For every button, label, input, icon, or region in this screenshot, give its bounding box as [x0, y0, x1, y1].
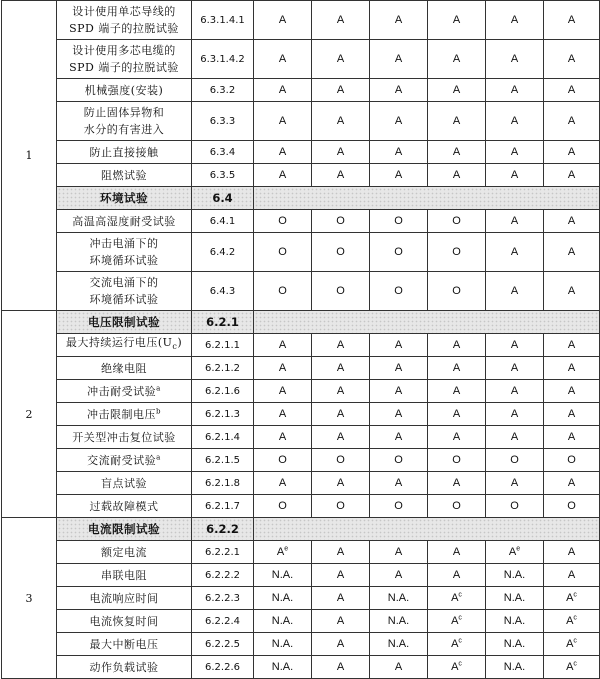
table-row — [2, 564, 600, 587]
footnote-mark: b — [156, 406, 161, 415]
test-name: 交流耐受试验$^a$ — [57, 449, 192, 472]
footnote-mark: c — [573, 590, 577, 598]
clause-number: 6.2.2.6 — [192, 656, 254, 679]
requirement-value: $A^e$ — [254, 541, 312, 564]
section-title: 电流限制试验 — [57, 518, 192, 541]
requirement-value: N.A. — [254, 610, 312, 633]
test-name: 最大中断电压 — [57, 633, 192, 656]
requirement-value: A — [312, 357, 370, 380]
requirement-value: $A^c$ — [544, 656, 600, 679]
requirement-value: O — [254, 449, 312, 472]
requirement-value: O — [428, 210, 486, 233]
requirement-value: O — [486, 449, 544, 472]
requirement-value: O — [312, 449, 370, 472]
requirement-value: A — [370, 102, 428, 141]
requirement-value: A — [312, 587, 370, 610]
requirement-value: A — [370, 1, 428, 40]
test-name: 电流恢复时间 — [57, 610, 192, 633]
requirement-value: N.A. — [254, 656, 312, 679]
requirement-value: A — [312, 403, 370, 426]
requirement-value: N.A. — [486, 633, 544, 656]
requirement-value: A — [428, 102, 486, 141]
footnote-mark: c — [458, 613, 462, 621]
test-name: 交流电涌下的 环境循环试验 — [57, 272, 192, 311]
requirement-value: A — [544, 334, 600, 357]
requirement-value: A — [312, 656, 370, 679]
requirement-value: N.A. — [254, 564, 312, 587]
clause-number: 6.3.2 — [192, 79, 254, 102]
requirement-value: A — [370, 334, 428, 357]
requirement-value: O — [370, 233, 428, 272]
test-name: 开关型冲击复位试验 — [57, 426, 192, 449]
requirement-value: A — [254, 40, 312, 79]
clause-number: 6.3.1.4.1 — [192, 1, 254, 40]
requirement-value: O — [254, 495, 312, 518]
requirement-value: $A^c$ — [428, 587, 486, 610]
requirement-value: A — [254, 472, 312, 495]
requirement-value: O — [312, 495, 370, 518]
requirement-value: N.A. — [370, 587, 428, 610]
table-row — [2, 334, 600, 357]
clause-number: 6.2.1.5 — [192, 449, 254, 472]
test-name: 防止固体异物和 水分的有害进入 — [57, 102, 192, 141]
requirement-value: A — [428, 334, 486, 357]
requirement-value: N.A. — [254, 633, 312, 656]
requirement-value: O — [544, 449, 600, 472]
group-number-cell: 2 — [2, 311, 57, 518]
footnote-mark: e — [284, 544, 289, 552]
clause-number: 6.2.1.1 — [192, 334, 254, 357]
requirement-value: A — [254, 334, 312, 357]
clause-number: 6.4.1 — [192, 210, 254, 233]
requirement-value: O — [428, 449, 486, 472]
clause-number: 6.2.1.4 — [192, 426, 254, 449]
requirement-value: O — [254, 210, 312, 233]
footnote-mark: c — [573, 613, 577, 621]
requirement-value: O — [312, 210, 370, 233]
requirement-value: A — [312, 541, 370, 564]
clause-number: 6.3.5 — [192, 164, 254, 187]
requirement-value: N.A. — [370, 633, 428, 656]
table-row — [2, 272, 600, 311]
clause-number: 6.3.3 — [192, 102, 254, 141]
requirement-value: A — [428, 1, 486, 40]
requirement-value: A — [312, 380, 370, 403]
section-fill — [254, 311, 600, 334]
table-row — [2, 541, 600, 564]
clause-number: 6.2.1.3 — [192, 403, 254, 426]
requirement-value: A — [370, 141, 428, 164]
clause-number: 6.2.1.2 — [192, 357, 254, 380]
table-row — [2, 656, 600, 679]
section-fill — [254, 518, 600, 541]
footnote-mark: c — [573, 659, 577, 667]
requirement-value: N.A. — [370, 610, 428, 633]
requirement-value: A — [370, 79, 428, 102]
requirement-value: A — [254, 357, 312, 380]
requirement-value: A — [254, 426, 312, 449]
clause-number: 6.2.2.4 — [192, 610, 254, 633]
table-row — [2, 102, 600, 141]
table-row — [2, 233, 600, 272]
requirement-value: $A^c$ — [544, 587, 600, 610]
requirement-value: A — [312, 472, 370, 495]
requirement-value: A — [312, 164, 370, 187]
requirement-value: A — [544, 210, 600, 233]
table-row — [2, 357, 600, 380]
test-name: 防止直接接触 — [57, 141, 192, 164]
requirement-value: A — [370, 403, 428, 426]
requirement-value: A — [486, 79, 544, 102]
requirement-value: A — [486, 1, 544, 40]
test-name: 冲击电涌下的 环境循环试验 — [57, 233, 192, 272]
test-name: 绝缘电阻 — [57, 357, 192, 380]
table-row — [2, 610, 600, 633]
requirement-value: O — [486, 495, 544, 518]
requirement-value: A — [370, 164, 428, 187]
section-row — [2, 311, 600, 334]
requirement-value: A — [544, 472, 600, 495]
requirement-value: A — [486, 426, 544, 449]
table-row — [2, 210, 600, 233]
requirement-value: A — [370, 541, 428, 564]
table-row — [2, 449, 600, 472]
requirement-value: N.A. — [486, 610, 544, 633]
requirement-value: A — [486, 233, 544, 272]
test-name: 最大持续运行电压$(U_c)$ — [57, 334, 192, 357]
table-row — [2, 426, 600, 449]
requirement-value: A — [544, 272, 600, 311]
footnote-mark: c — [573, 636, 577, 644]
requirement-value: A — [254, 403, 312, 426]
table-row — [2, 587, 600, 610]
clause-number: 6.4 — [192, 187, 254, 210]
table-row — [2, 141, 600, 164]
table-row — [2, 164, 600, 187]
test-name: 冲击限制电压$^b$ — [57, 403, 192, 426]
requirement-value: A — [544, 233, 600, 272]
requirement-value: A — [544, 426, 600, 449]
requirement-value: $A^c$ — [544, 633, 600, 656]
test-name: 设计使用多芯电缆的 SPD 端子的拉脱试验 — [57, 40, 192, 79]
requirement-value: A — [370, 472, 428, 495]
subscript: c — [172, 342, 178, 352]
test-name: 动作负载试验 — [57, 656, 192, 679]
requirement-value: A — [370, 564, 428, 587]
table-row — [2, 495, 600, 518]
test-name: 高温高湿度耐受试验 — [57, 210, 192, 233]
requirement-value: A — [428, 164, 486, 187]
requirement-value: A — [544, 564, 600, 587]
requirement-value: A — [428, 357, 486, 380]
clause-number: 6.2.2.2 — [192, 564, 254, 587]
requirement-value: A — [486, 472, 544, 495]
requirement-value: A — [312, 141, 370, 164]
table-row — [2, 40, 600, 79]
requirement-value: A — [544, 541, 600, 564]
clause-number: 6.2.2.3 — [192, 587, 254, 610]
requirement-value: A — [254, 164, 312, 187]
requirement-value: A — [486, 272, 544, 311]
requirement-value: A — [428, 403, 486, 426]
requirement-value: A — [428, 426, 486, 449]
requirement-value: A — [544, 380, 600, 403]
requirement-value: $A^c$ — [428, 656, 486, 679]
requirement-value: A — [428, 541, 486, 564]
table-row — [2, 403, 600, 426]
clause-number: 6.3.1.4.2 — [192, 40, 254, 79]
requirement-value: A — [312, 334, 370, 357]
clause-number: 6.2.1.6 — [192, 380, 254, 403]
section-row — [2, 187, 600, 210]
table-row — [2, 1, 600, 40]
requirement-value: A — [254, 102, 312, 141]
requirement-value: N.A. — [486, 656, 544, 679]
requirement-value: A — [370, 380, 428, 403]
requirement-value: O — [254, 233, 312, 272]
requirement-value: $A^c$ — [428, 633, 486, 656]
section-row — [2, 518, 600, 541]
clause-number: 6.4.3 — [192, 272, 254, 311]
footnote-mark: e — [516, 544, 521, 552]
requirement-value: N.A. — [254, 587, 312, 610]
requirement-value: A — [312, 102, 370, 141]
table-row — [2, 79, 600, 102]
requirement-value: A — [370, 40, 428, 79]
requirement-value: A — [544, 141, 600, 164]
requirement-value: A — [544, 403, 600, 426]
requirements-table — [1, 0, 600, 679]
requirement-value: A — [370, 426, 428, 449]
requirement-value: A — [428, 79, 486, 102]
requirement-value: A — [428, 564, 486, 587]
section-title: 环境试验 — [57, 187, 192, 210]
requirement-value: A — [486, 403, 544, 426]
requirement-value: A — [370, 357, 428, 380]
requirement-value: A — [428, 141, 486, 164]
requirement-value: A — [544, 1, 600, 40]
requirement-value: A — [312, 1, 370, 40]
requirement-value: N.A. — [486, 564, 544, 587]
requirement-value: O — [254, 272, 312, 311]
requirement-value: A — [544, 164, 600, 187]
clause-number: 6.2.1 — [192, 311, 254, 334]
table-row — [2, 633, 600, 656]
requirement-value: O — [428, 495, 486, 518]
requirement-value: O — [370, 210, 428, 233]
requirement-value: A — [486, 334, 544, 357]
group-number-cell: 1 — [2, 1, 57, 311]
clause-number: 6.2.1.8 — [192, 472, 254, 495]
requirement-value: A — [428, 40, 486, 79]
requirement-value: A — [486, 380, 544, 403]
requirement-value: A — [312, 610, 370, 633]
requirement-value: O — [544, 495, 600, 518]
table-row — [2, 380, 600, 403]
test-name: 阻燃试验 — [57, 164, 192, 187]
test-name: 冲击耐受试验$^a$ — [57, 380, 192, 403]
requirement-value: A — [544, 357, 600, 380]
requirement-value: O — [370, 449, 428, 472]
requirement-value: $A^c$ — [428, 610, 486, 633]
requirement-value: A — [370, 656, 428, 679]
requirement-value: A — [544, 102, 600, 141]
requirement-value: A — [254, 141, 312, 164]
requirement-value: A — [428, 380, 486, 403]
clause-number: 6.2.2.5 — [192, 633, 254, 656]
clause-number: 6.4.2 — [192, 233, 254, 272]
requirement-value: O — [370, 272, 428, 311]
requirement-value: A — [312, 40, 370, 79]
test-name: 盲点试验 — [57, 472, 192, 495]
requirement-value: $A^c$ — [544, 610, 600, 633]
table-row — [2, 472, 600, 495]
requirement-value: A — [312, 564, 370, 587]
test-name: 电流响应时间 — [57, 587, 192, 610]
test-name: 额定电流 — [57, 541, 192, 564]
requirement-value: A — [428, 472, 486, 495]
footnote-mark: c — [458, 636, 462, 644]
footnote-mark: c — [458, 590, 462, 598]
requirement-value: A — [486, 40, 544, 79]
requirement-value: O — [370, 495, 428, 518]
requirement-value: A — [544, 79, 600, 102]
clause-number: 6.2.1.7 — [192, 495, 254, 518]
requirement-value: N.A. — [486, 587, 544, 610]
requirement-value: A — [254, 79, 312, 102]
clause-number: 6.3.4 — [192, 141, 254, 164]
test-name: 过载故障模式 — [57, 495, 192, 518]
requirement-value: A — [254, 1, 312, 40]
footnote-mark: a — [156, 452, 161, 461]
requirement-value: O — [428, 233, 486, 272]
section-fill — [254, 187, 600, 210]
requirement-value: A — [254, 380, 312, 403]
requirement-value: A — [486, 210, 544, 233]
clause-number: 6.2.2 — [192, 518, 254, 541]
footnote-mark: a — [156, 383, 161, 392]
requirement-value: A — [486, 164, 544, 187]
requirement-value: A — [486, 102, 544, 141]
requirement-value: O — [428, 272, 486, 311]
requirement-value: O — [312, 233, 370, 272]
test-name: 机械强度(安装) — [57, 79, 192, 102]
test-name: 串联电阻 — [57, 564, 192, 587]
requirement-value: O — [312, 272, 370, 311]
requirement-value: A — [486, 141, 544, 164]
requirement-value: A — [486, 357, 544, 380]
group-number-cell: 3 — [2, 518, 57, 679]
requirement-value: A — [544, 40, 600, 79]
clause-number: 6.2.2.1 — [192, 541, 254, 564]
section-title: 电压限制试验 — [57, 311, 192, 334]
requirement-value: A — [312, 79, 370, 102]
footnote-mark: c — [458, 659, 462, 667]
requirement-value: A — [312, 426, 370, 449]
test-name: 设计使用单芯导线的 SPD 端子的拉脱试验 — [57, 1, 192, 40]
requirement-value: A — [312, 633, 370, 656]
requirement-value: $A^e$ — [486, 541, 544, 564]
